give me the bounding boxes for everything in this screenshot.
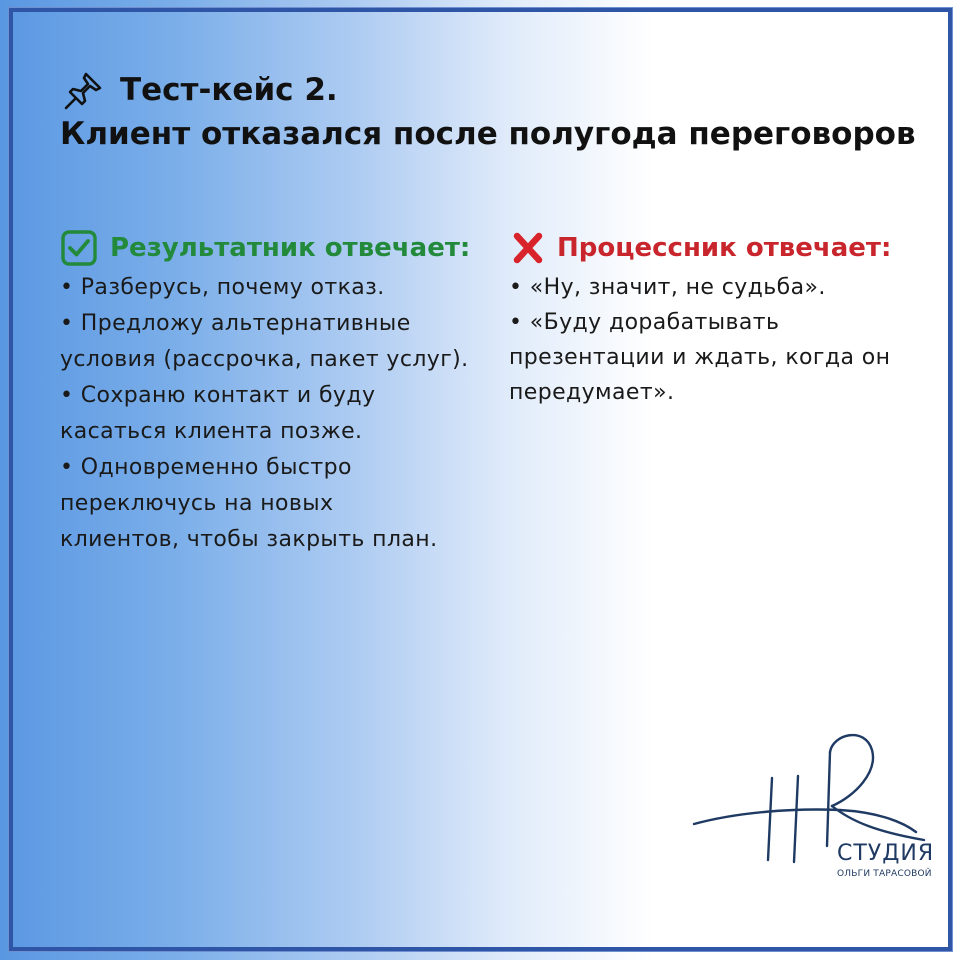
result-oriented-column <box>60 228 490 558</box>
logo-wordmark: СТУДИЯ <box>837 841 935 866</box>
list-item: переключусь на новых <box>60 491 334 516</box>
list-item: • Предложу альтернативные <box>60 311 411 336</box>
result-oriented-heading: Результатник отвечает: <box>110 233 471 263</box>
process-oriented-list <box>509 270 929 410</box>
list-item: клиентов, чтобы закрыть план. <box>60 527 438 552</box>
list-item: • Одновременно быстро <box>60 455 352 480</box>
list-item: • Разберусь, почему отказ. <box>60 275 385 300</box>
title-line-1: Тест-кейс 2. <box>120 72 338 108</box>
process-oriented-heading-row <box>509 228 929 268</box>
result-oriented-list <box>60 270 490 557</box>
check-box-icon <box>60 229 98 267</box>
logo-subtitle: ОЛЬГИ ТАРАСОВОЙ <box>837 869 932 879</box>
title-row <box>62 68 338 112</box>
list-item: • «Ну, значит, не судьба». <box>509 275 826 300</box>
process-oriented-heading: Процессник отвечает: <box>557 233 892 263</box>
list-item: передумает». <box>509 380 675 405</box>
pushpin-icon <box>62 68 106 112</box>
list-item: касаться клиента позже. <box>60 419 363 444</box>
result-oriented-heading-row <box>60 228 490 268</box>
cross-mark-icon <box>509 229 547 267</box>
list-item: презентации и ждать, когда он <box>509 345 891 370</box>
list-item: • «Буду дорабатывать <box>509 310 780 335</box>
process-oriented-column <box>509 228 929 410</box>
title-line-2: Клиент отказался после полугода переговоров <box>60 116 916 152</box>
list-item: условия (рассрочка, пакет услуг). <box>60 347 469 372</box>
list-item: • Сохраню контакт и буду <box>60 383 376 408</box>
studio-logo <box>690 724 935 884</box>
